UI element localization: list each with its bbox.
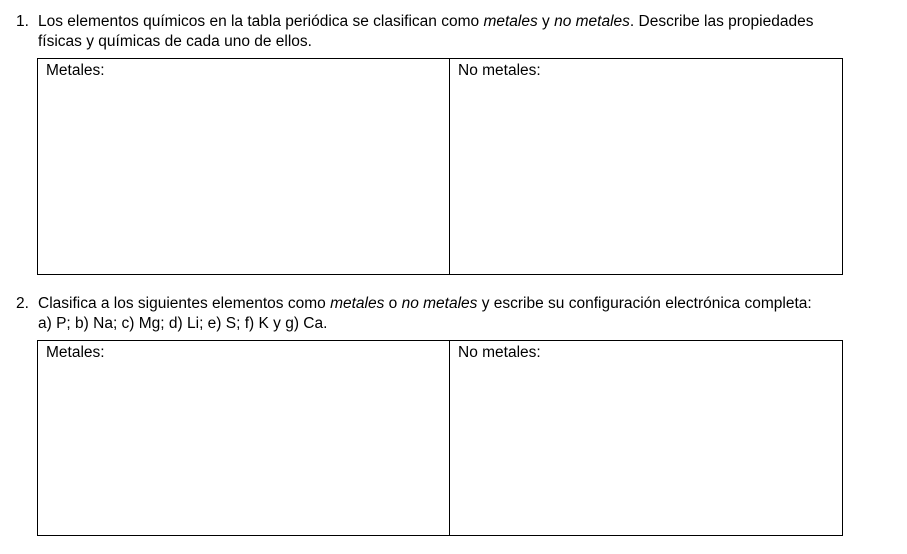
question-1-emphasis-no-metales: no metales xyxy=(554,13,630,30)
question-1-line-2: físicas y químicas de cada uno de ellos. xyxy=(38,33,312,50)
answer-cell-no-metales-2[interactable] xyxy=(450,341,842,535)
question-2-line-1 xyxy=(16,294,812,314)
question-1-text-a: Los elementos químicos en la tabla periódica se clasifican como xyxy=(38,13,484,30)
question-2-number: 2. xyxy=(16,295,29,312)
answer-cell-metales-2[interactable] xyxy=(38,341,450,535)
no-metales-header: No metales: xyxy=(458,344,541,361)
question-2-emphasis-metales: metales xyxy=(330,295,385,312)
answer-cell-metales-1[interactable] xyxy=(38,59,450,274)
question-2-emphasis-no-metales: no metales xyxy=(401,295,478,312)
question-1-text-c: . Describe las propiedades xyxy=(629,13,814,30)
question-2-text-a: Clasifica a los siguientes elementos como xyxy=(38,295,331,312)
question-2-line-2: a) P; b) Na; c) Mg; d) Li; e) S; f) K y g) Ca. xyxy=(38,315,328,332)
question-1-line-1 xyxy=(16,12,813,32)
no-metales-header: No metales: xyxy=(458,62,541,79)
metales-header: Metales: xyxy=(46,344,105,361)
question-2-text-b: o xyxy=(384,295,402,312)
answer-table-1 xyxy=(37,58,843,275)
metales-header: Metales: xyxy=(46,62,105,79)
question-1-emphasis-metales: metales xyxy=(483,13,538,30)
question-1-text-b: y xyxy=(537,13,555,30)
question-1-number: 1. xyxy=(16,13,29,30)
answer-cell-no-metales-1[interactable] xyxy=(450,59,842,274)
answer-table-2 xyxy=(37,340,843,536)
question-2-text-c: y escribe su configuración electrónica completa: xyxy=(477,295,812,312)
